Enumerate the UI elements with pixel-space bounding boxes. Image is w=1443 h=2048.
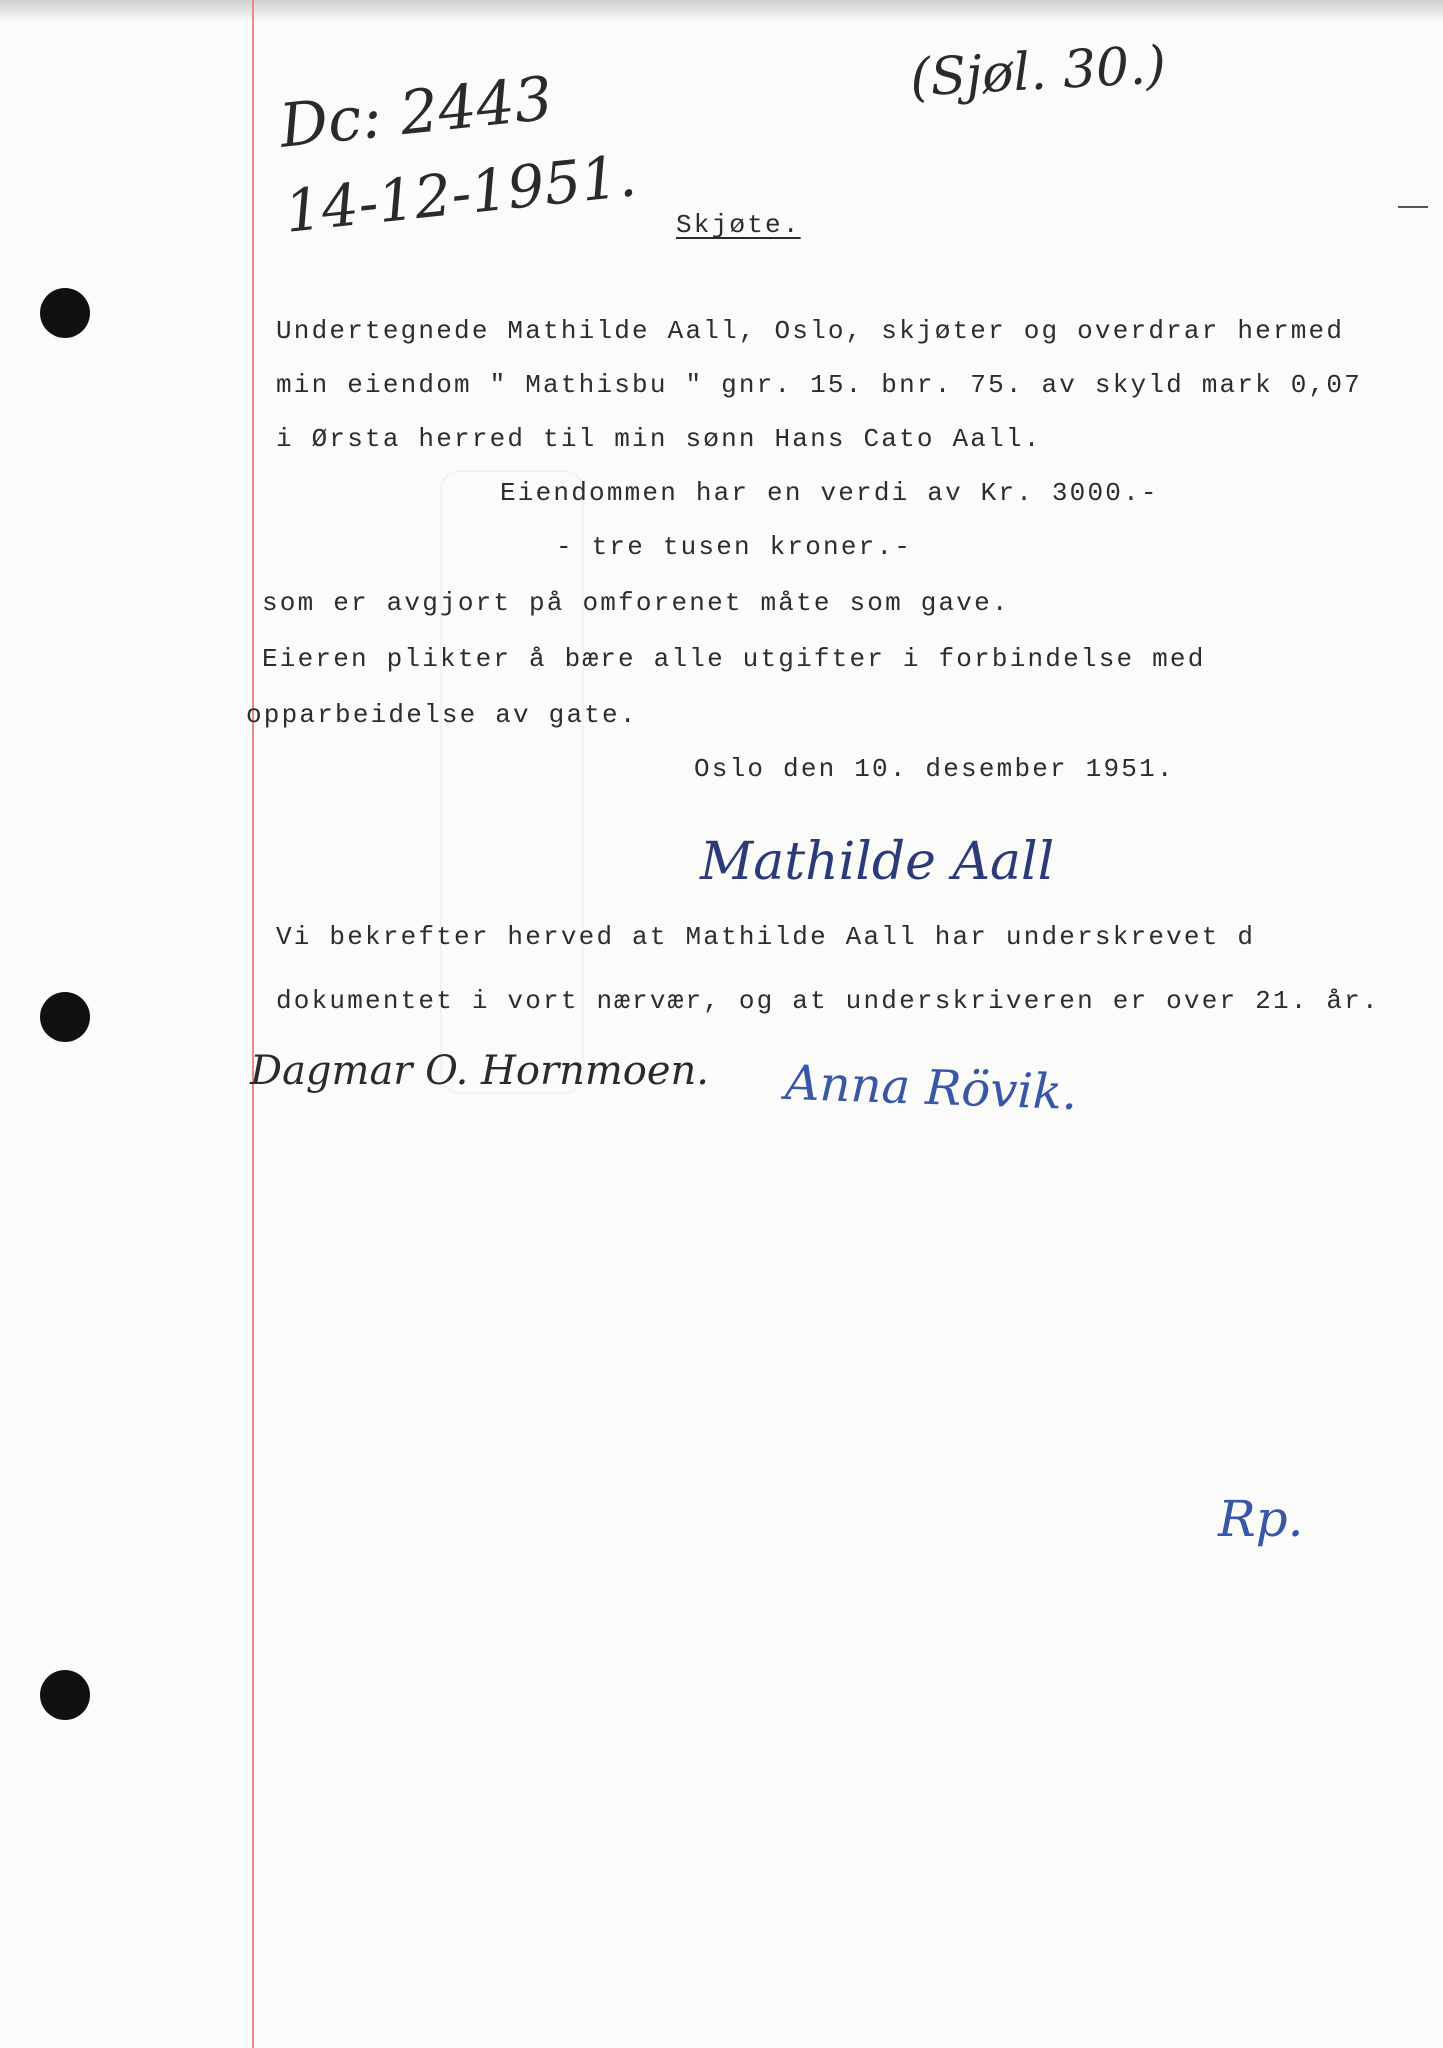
handwritten-folio-note: (Sjøl. 30.) (908, 35, 1168, 109)
punch-hole-bottom (40, 1670, 90, 1720)
body-line-7: Eieren plikter å bære alle utgifter i forbindelse med (262, 644, 1206, 674)
body-line-6: som er avgjort på omforenet måte som gave. (262, 588, 1010, 618)
body-line-2: min eiendom " Mathisbu " gnr. 15. bnr. 75. av skyld mark 0,07 (276, 370, 1362, 400)
scan-top-edge (0, 0, 1443, 22)
witness-signature-dagmar: Dagmar O. Hornmoen. (250, 1048, 710, 1094)
place-and-date-line: Oslo den 10. desember 1951. (694, 754, 1175, 784)
red-margin-line (252, 0, 254, 2048)
witness-signature-anna: Anna Rövik. (784, 1054, 1079, 1122)
body-line-8: opparbeidelse av gate. (246, 700, 638, 730)
witness-line-1: Vi bekrefter herved at Mathilde Aall har underskrevet d (276, 922, 1256, 952)
body-line-4: Eiendommen har en verdi av Kr. 3000.- (500, 478, 1159, 508)
margin-tick-mark (1398, 206, 1428, 208)
witness-line-2: dokumentet i vort nærvær, og at underskriveren er over 21. år. (276, 986, 1380, 1016)
punch-hole-top (40, 288, 90, 338)
handwritten-registration-date: 14-12-1951. (281, 141, 640, 246)
body-line-3: i Ørsta herred til min sønn Hans Cato Aall. (276, 424, 1042, 454)
body-line-5: - tre tusen kroner.- (556, 532, 913, 562)
signature-mathilde-aall: Mathilde Aall (700, 832, 1055, 892)
punch-hole-middle (40, 992, 90, 1042)
body-line-1: Undertegnede Mathilde Aall, Oslo, skjøter og overdrar hermed (276, 316, 1345, 346)
handwritten-reference-number: Dc: 2443 (276, 63, 556, 162)
registrar-initials: Rp. (1218, 1490, 1304, 1548)
document-title: Skjøte. (676, 210, 801, 240)
